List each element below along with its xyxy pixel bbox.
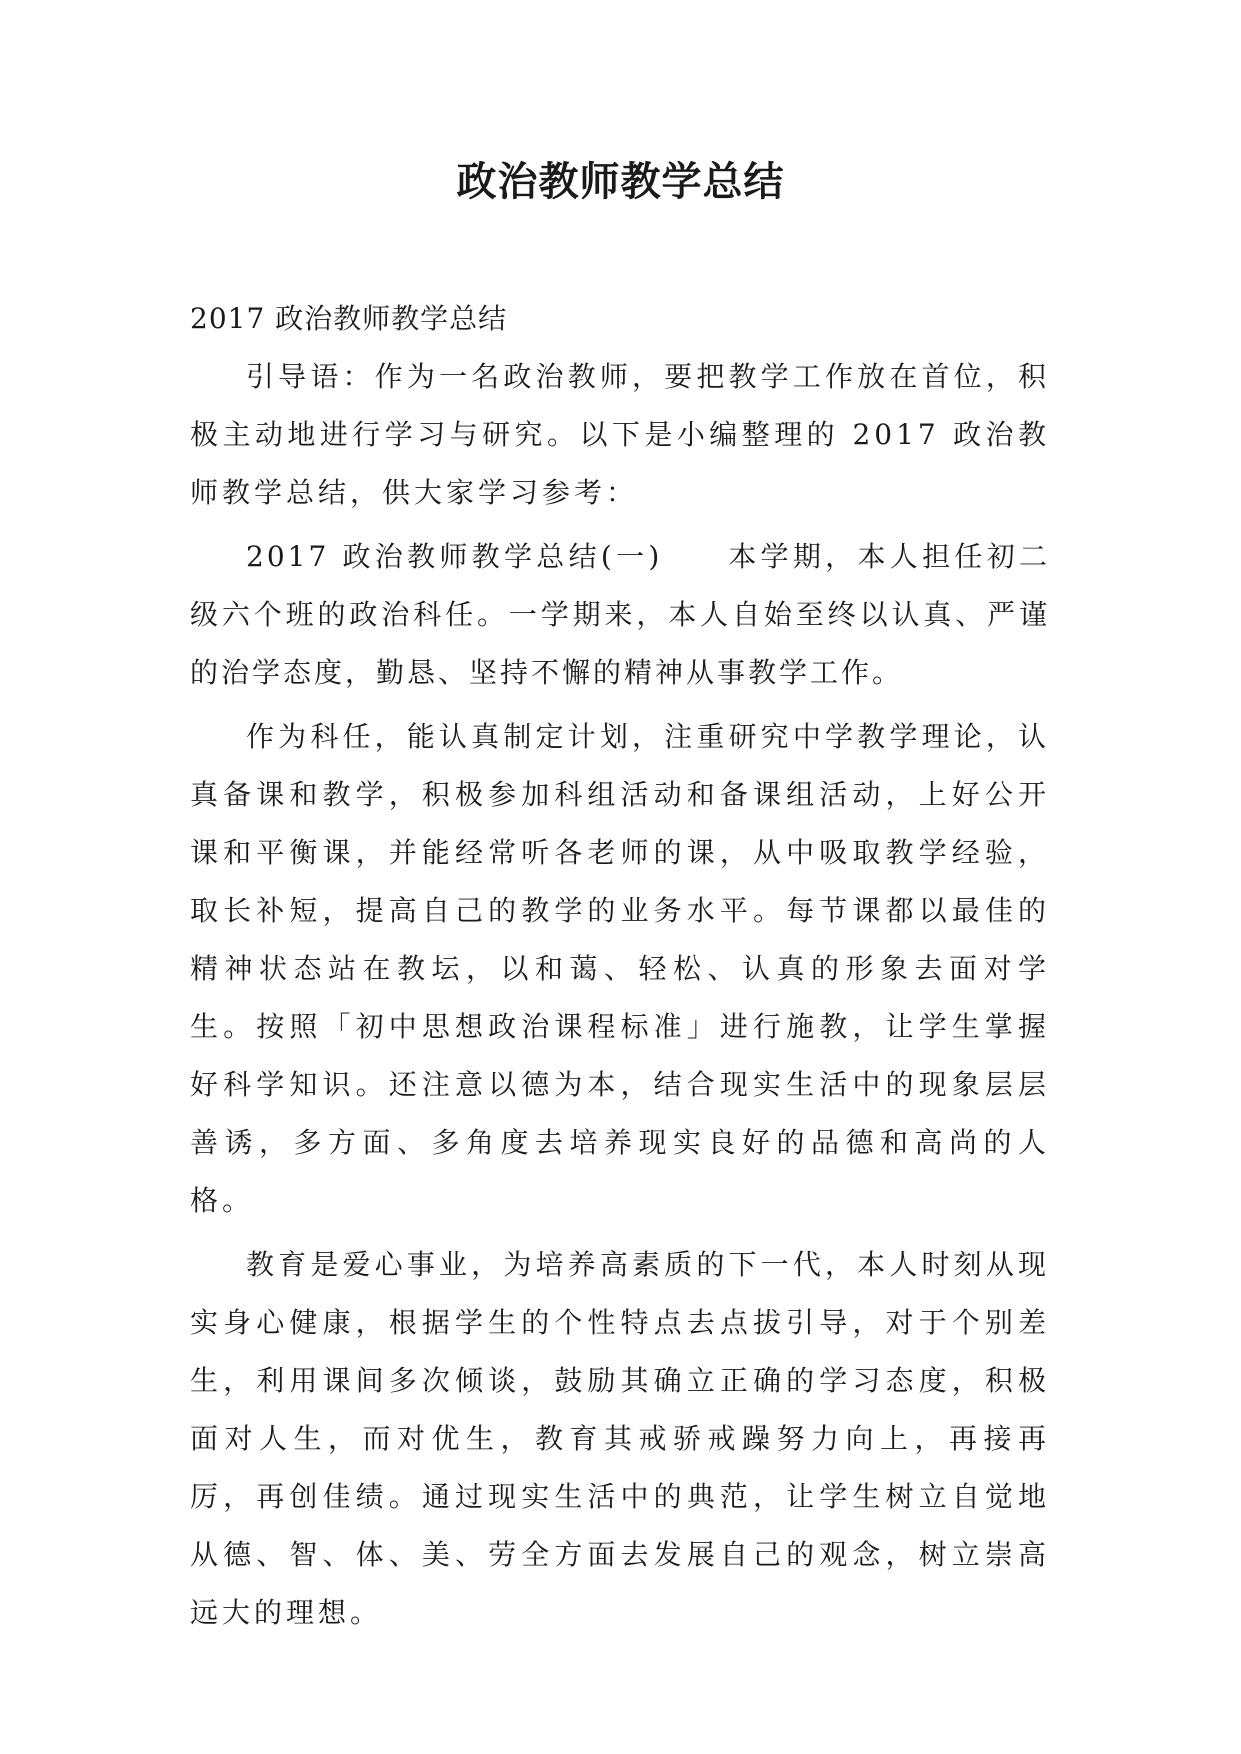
intro-paragraph: 引导语：作为一名政治教师，要把教学工作放在首位，积极主动地进行学习与研究。以下是小编整理的 2017 政治教师教学总结，供大家学习参考： xyxy=(190,360,1050,509)
document-body xyxy=(190,290,1050,1648)
teaching-work-paragraph: 作为科任，能认真制定计划，注重研究中学教学理论，认真备课和教学，积极参加科组活动和备课组活动，上好公开课和平衡课，并能经常听各老师的课，从中吸取教学经验，取长补短，提高自己的教学的业务水平。每节课都以最佳的精神状态站在教坛，以和蔼、轻松、认真的形象去面对学生。按照「初中思想政治课程标准」进行施教，让学生掌握好科学知识。还注意以德为本，结合现实生活中的现象层层善诱，多方面、多角度去培养现实良好的品德和高尚的人格。 xyxy=(190,720,1050,1217)
document-title: 政治教师教学总结 xyxy=(456,159,785,205)
summary-one-paragraph: 2017 政治教师教学总结(一) 本学期，本人担任初二级六个班的政治科任。一学期来，本人自始至终以认真、严谨的治学态度，勤恳、坚持不懈的精神从事教学工作。 xyxy=(190,540,1050,689)
document-subtitle: 2017 政治教师教学总结 xyxy=(190,302,508,335)
moral-education-paragraph: 教育是爱心事业，为培养高素质的下一代，本人时刻从现实身心健康，根据学生的个性特点去点拔引导，对于个别差生，利用课间多次倾谈，鼓励其确立正确的学习态度，积极面对人生，而对优生，教育其戒骄戒躁努力向上，再接再厉，再创佳绩。通过现实生活中的典范，让学生树立自觉地从德、智、体、美、劳全方面去发展自己的观念，树立崇高远大的理想。 xyxy=(190,1248,1050,1629)
